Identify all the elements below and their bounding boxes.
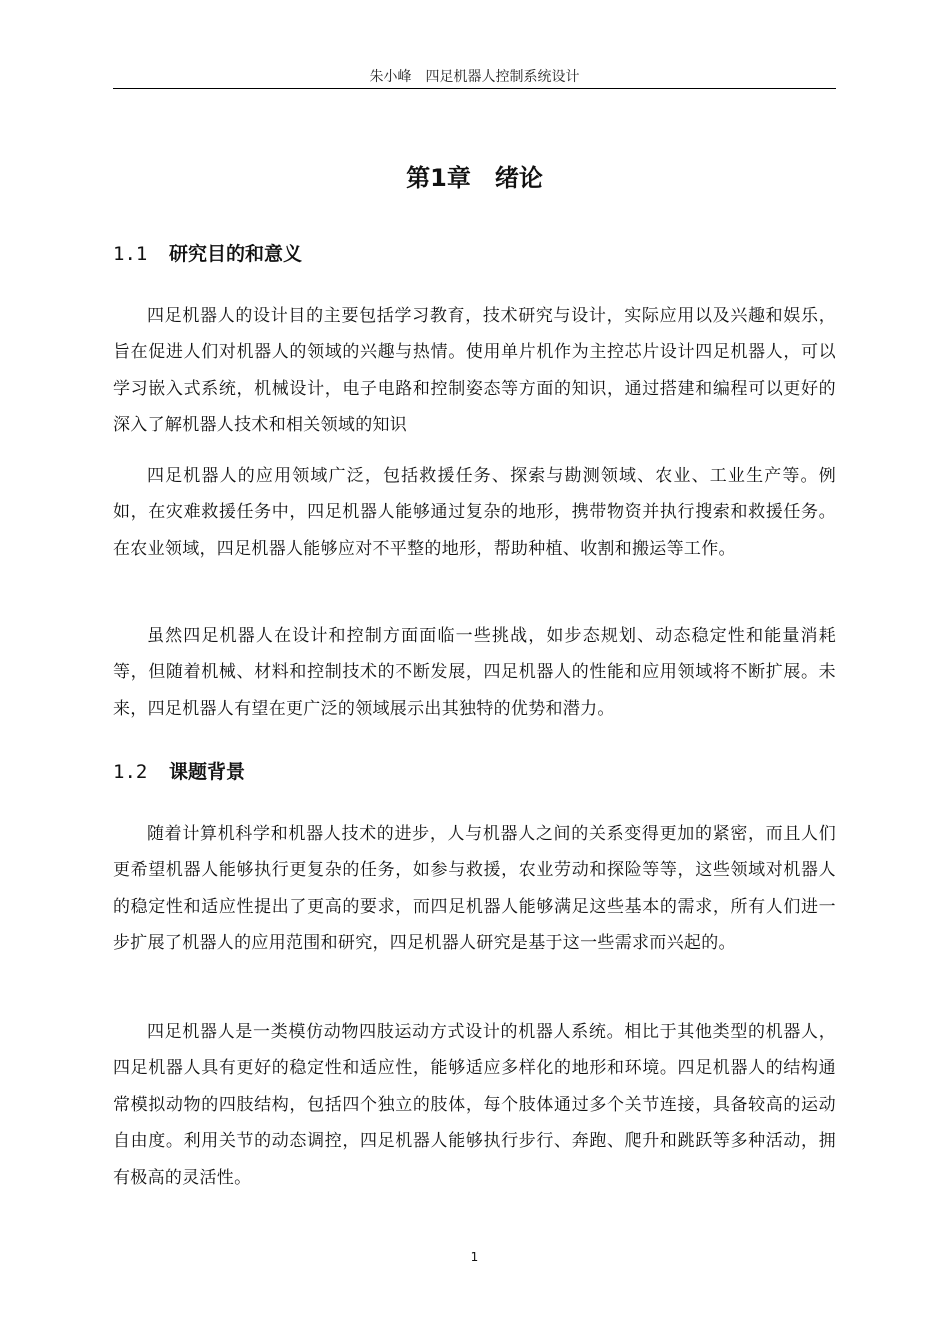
chapter-title: 第1章 绪论	[406, 164, 543, 192]
section-heading-1-1	[113, 239, 302, 269]
paragraph: 四足机器人的设计目的主要包括学习教育，技术研究与设计，实际应用以及兴趣和娱乐，旨在促进人们对机器人的领域的兴趣与热情。使用单片机作为主控芯片设计四足机器人，可以学习嵌入式系统，机械设计，电子电路和控制姿态等方面的知识，通过搭建和编程可以更好的深入了解机器人技术和相关领域的知识	[113, 306, 836, 436]
paragraph: 虽然四足机器人在设计和控制方面面临一些挑战，如步态规划、动态稳定性和能量消耗等，但随着机械、材料和控制技术的不断发展，四足机器人的性能和应用领域将不断扩展。未来，四足机器人有望在更广泛的领域展示出其独特的优势和潜力。	[113, 626, 836, 719]
section-title: 研究目的和意义	[169, 243, 303, 265]
paragraph: 四足机器人是一类模仿动物四肢运动方式设计的机器人系统。相比于其他类型的机器人，四足机器人具有更好的稳定性和适应性，能够适应多样化的地形和环境。四足机器人的结构通常模拟动物的四肢结构，包括四个独立的肢体，每个肢体通过多个关节连接，具备较高的运动自由度。利用关节的动态调控，四足机器人能够执行步行、奔跑、爬升和跳跃等多种活动，拥有极高的灵活性。	[113, 1022, 836, 1188]
page-number: 1	[470, 1250, 479, 1264]
section-number: 1.1	[113, 243, 148, 265]
header-divider	[113, 88, 836, 89]
paragraph: 随着计算机科学和机器人技术的进步，人与机器人之间的关系变得更加的紧密，而且人们更希望机器人能够执行更复杂的任务，如参与救援，农业劳动和探险等等，这些领域对机器人的稳定性和适应性提出了更高的要求，而四足机器人能够满足这些基本的需求，所有人们进一步扩展了机器人的应用范围和研究，四足机器人研究是基于这一些需求而兴起的。	[113, 824, 836, 954]
section-number: 1.2	[113, 761, 148, 783]
section-title: 课题背景	[169, 761, 246, 783]
section-heading-1-2	[113, 757, 245, 787]
paragraph: 四足机器人的应用领域广泛，包括救援任务、探索与勘测领域、农业、工业生产等。例如，在灾难救援任务中，四足机器人能够通过复杂的地形，携带物资并执行搜索和救援任务。在农业领域，四足机器人能够应对不平整的地形，帮助种植、收割和搬运等工作。	[113, 466, 836, 559]
running-header: 朱小峰 四足机器人控制系统设计	[369, 69, 580, 85]
